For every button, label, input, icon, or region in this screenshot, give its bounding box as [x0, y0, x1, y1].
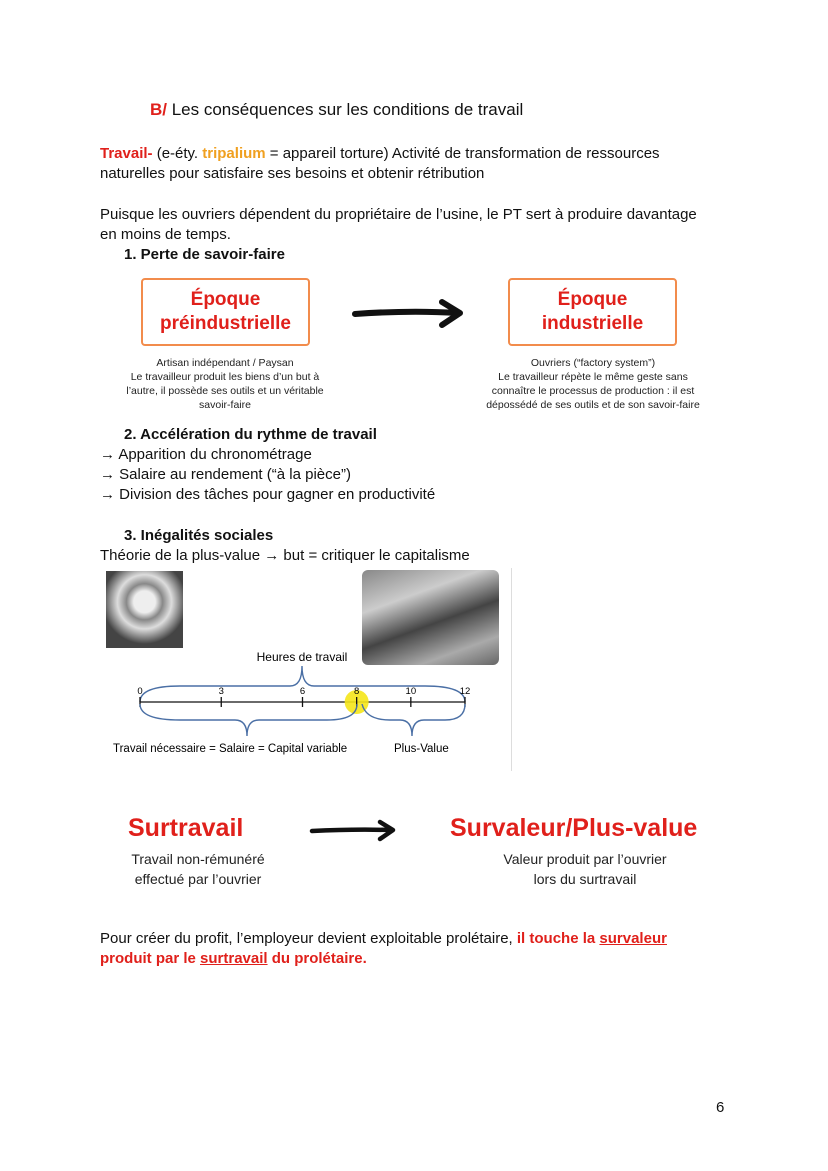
brace-surplus — [362, 704, 465, 736]
intro-line2: en moins de temps. — [100, 226, 231, 243]
box-industrial — [508, 278, 677, 346]
caption-line: savoir-faire — [199, 399, 251, 411]
caption-line: Le travailleur répète le même geste sans — [498, 371, 688, 383]
list-item: → Apparition du chronométrage — [100, 446, 312, 463]
box-line: préindustrielle — [160, 313, 291, 334]
section3-title: 3. Inégalités sociales — [124, 527, 274, 544]
conclusion-line2: produit par le surtravail du prolétaire. — [100, 950, 367, 967]
box-line: industrielle — [541, 313, 644, 334]
marx-portrait-image — [106, 571, 183, 648]
section2-title: 2. Accélération du rythme de travail — [124, 426, 377, 443]
section-heading: B/ Les conséquences sur les conditions de travail — [150, 100, 524, 119]
page-number: 6 — [716, 1099, 725, 1116]
box-line: Époque — [190, 289, 261, 310]
list-item: → Salaire au rendement (“à la pièce”) — [100, 466, 351, 483]
caption-line: dépossédé de ses outils et de son savoir-faire — [486, 399, 700, 411]
surtravail-title: Surtravail — [128, 814, 244, 842]
conclusion-line1: Pour créer du profit, l’employeur devient exploitable prolétaire, il touche la survaleur — [100, 930, 667, 947]
brace-necessary — [140, 704, 357, 736]
intro-line1: Puisque les ouvriers dépendent du propriétaire de l’usine, le PT sert à produire davantage — [100, 206, 697, 223]
timeline-tick-label: 3 — [218, 686, 224, 697]
caption-preindustrial — [105, 356, 345, 412]
divider — [511, 568, 512, 771]
timeline-tick-label: 0 — [137, 686, 143, 697]
box-line: Époque — [557, 289, 628, 310]
section3-subtitle: Théorie de la plus-value → but = critiquer le capitalisme — [100, 547, 470, 564]
timeline-left-label: Travail nécessaire = Salaire = Capital variable — [113, 743, 348, 755]
caption-line: Ouvriers (“factory system”) — [530, 357, 656, 369]
desc-line: Valeur produit par l’ouvrier — [503, 851, 667, 867]
desc-line: lors du surtravail — [533, 871, 637, 887]
caption-line: connaître le processus de production : il est — [491, 385, 695, 397]
timeline-tick-label: 6 — [299, 686, 306, 697]
caption-line: l’autre, il possède ses outils et un véritable — [126, 385, 324, 397]
timeline-right-label: Plus-Value — [394, 743, 449, 755]
timeline-tick-label: 8 — [354, 686, 360, 697]
desc-line: Travail non-rémunéré — [131, 851, 265, 867]
section1-title: 1. Perte de savoir-faire — [124, 246, 285, 263]
definition-line2: naturelles pour satisfaire ses besoins et obtenir rétribution — [100, 165, 485, 182]
caption-industrial — [473, 356, 713, 412]
survaleur-title: Survaleur/Plus-value — [450, 814, 698, 842]
timeline-tick-label: 12 — [459, 686, 471, 697]
arrow-icon — [308, 818, 400, 844]
timeline-diagram — [100, 640, 510, 770]
survaleur-desc — [470, 849, 700, 889]
caption-line: Le travailleur produit les biens d’un but à — [130, 371, 320, 383]
arrow-icon — [350, 298, 470, 330]
desc-line: effectué par l’ouvrier — [134, 871, 262, 887]
box-preindustrial — [141, 278, 310, 346]
definition: Travail- (e-éty. tripalium = appareil torture) Activité de transformation de ressources — [100, 145, 660, 162]
timeline-tick-label: 10 — [405, 686, 417, 697]
caption-line: Artisan indépendant / Paysan — [156, 357, 294, 369]
surtravail-desc — [98, 849, 298, 889]
list-item: → Division des tâches pour gagner en productivité — [100, 486, 436, 503]
timeline-top-label: Heures de travail — [256, 650, 348, 664]
